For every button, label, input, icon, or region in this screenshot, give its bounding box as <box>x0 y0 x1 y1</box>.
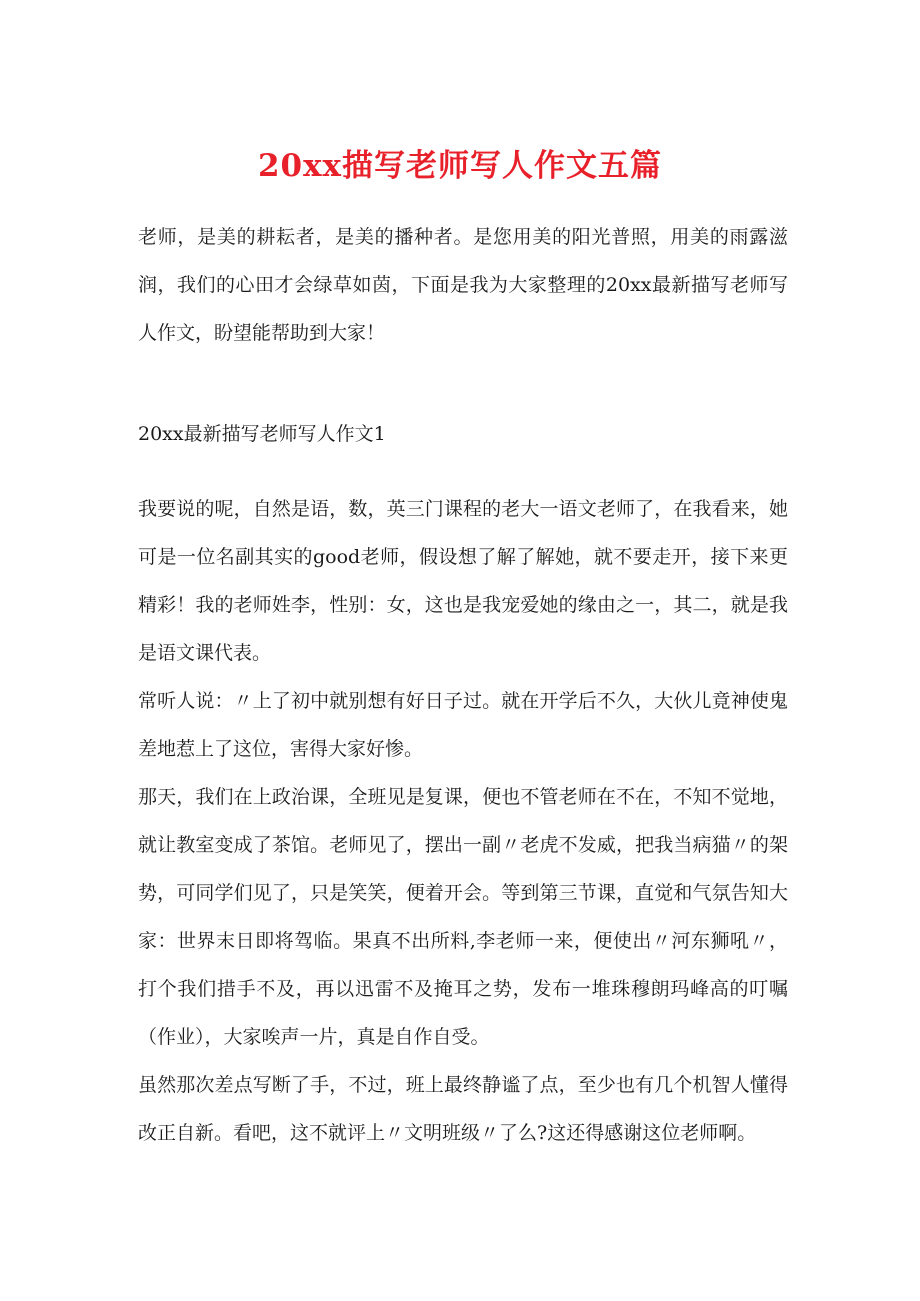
essay-body <box>138 485 788 1157</box>
essay-paragraph: 我要说的呢，自然是语，数，英三门课程的老大一语文老师了，在我看来，她可是一位名副其实的good老师，假设想了解了解她，就不要走开，接下来更精彩！我的老师姓李，性别：女，这也是我宠爱她的缘由之一，其二，就是我是语文课代表。 <box>138 498 788 664</box>
essay-paragraph: 虽然那次差点写断了手，不过，班上最终静谧了点，至少也有几个机智人懂得改正自新。看吧，这不就评上〃文明班级〃了么?这还得感谢这位老师啊。 <box>138 1074 788 1144</box>
essay-paragraph: 那天，我们在上政治课，全班见是复课，便也不管老师在不在，不知不觉地，就让教室变成了茶馆。老师见了，摆出一副〃老虎不发威，把我当病猫〃的架势，可同学们见了，只是笑笑，便着开会。等到第三节课，直觉和气氛告知大家：世界末日即将驾临。果真不出所料,李老师一来，便使出〃河东狮吼〃，打个我们措手不及，再以迅雷不及掩耳之势，发布一堆珠穆朗玛峰高的叮嘱（作业），大家唉声一片，真是自作自受。 <box>138 786 788 1048</box>
document-title: 20xx描写老师写人作文五篇 <box>257 148 663 184</box>
essay-paragraph: 常听人说：〃上了初中就别想有好日子过。就在开学后不久，大伙儿竟神使鬼差地惹上了这位，害得大家好惨。 <box>138 690 788 760</box>
section-heading: 20xx最新描写老师写人作文1 <box>138 423 386 445</box>
intro-paragraph: 老师，是美的耕耘者，是美的播种者。是您用美的阳光普照，用美的雨露滋润，我们的心田才会绿草如茵，下面是我为大家整理的20xx最新描写老师写人作文，盼望能帮助到大家！ <box>138 226 788 344</box>
